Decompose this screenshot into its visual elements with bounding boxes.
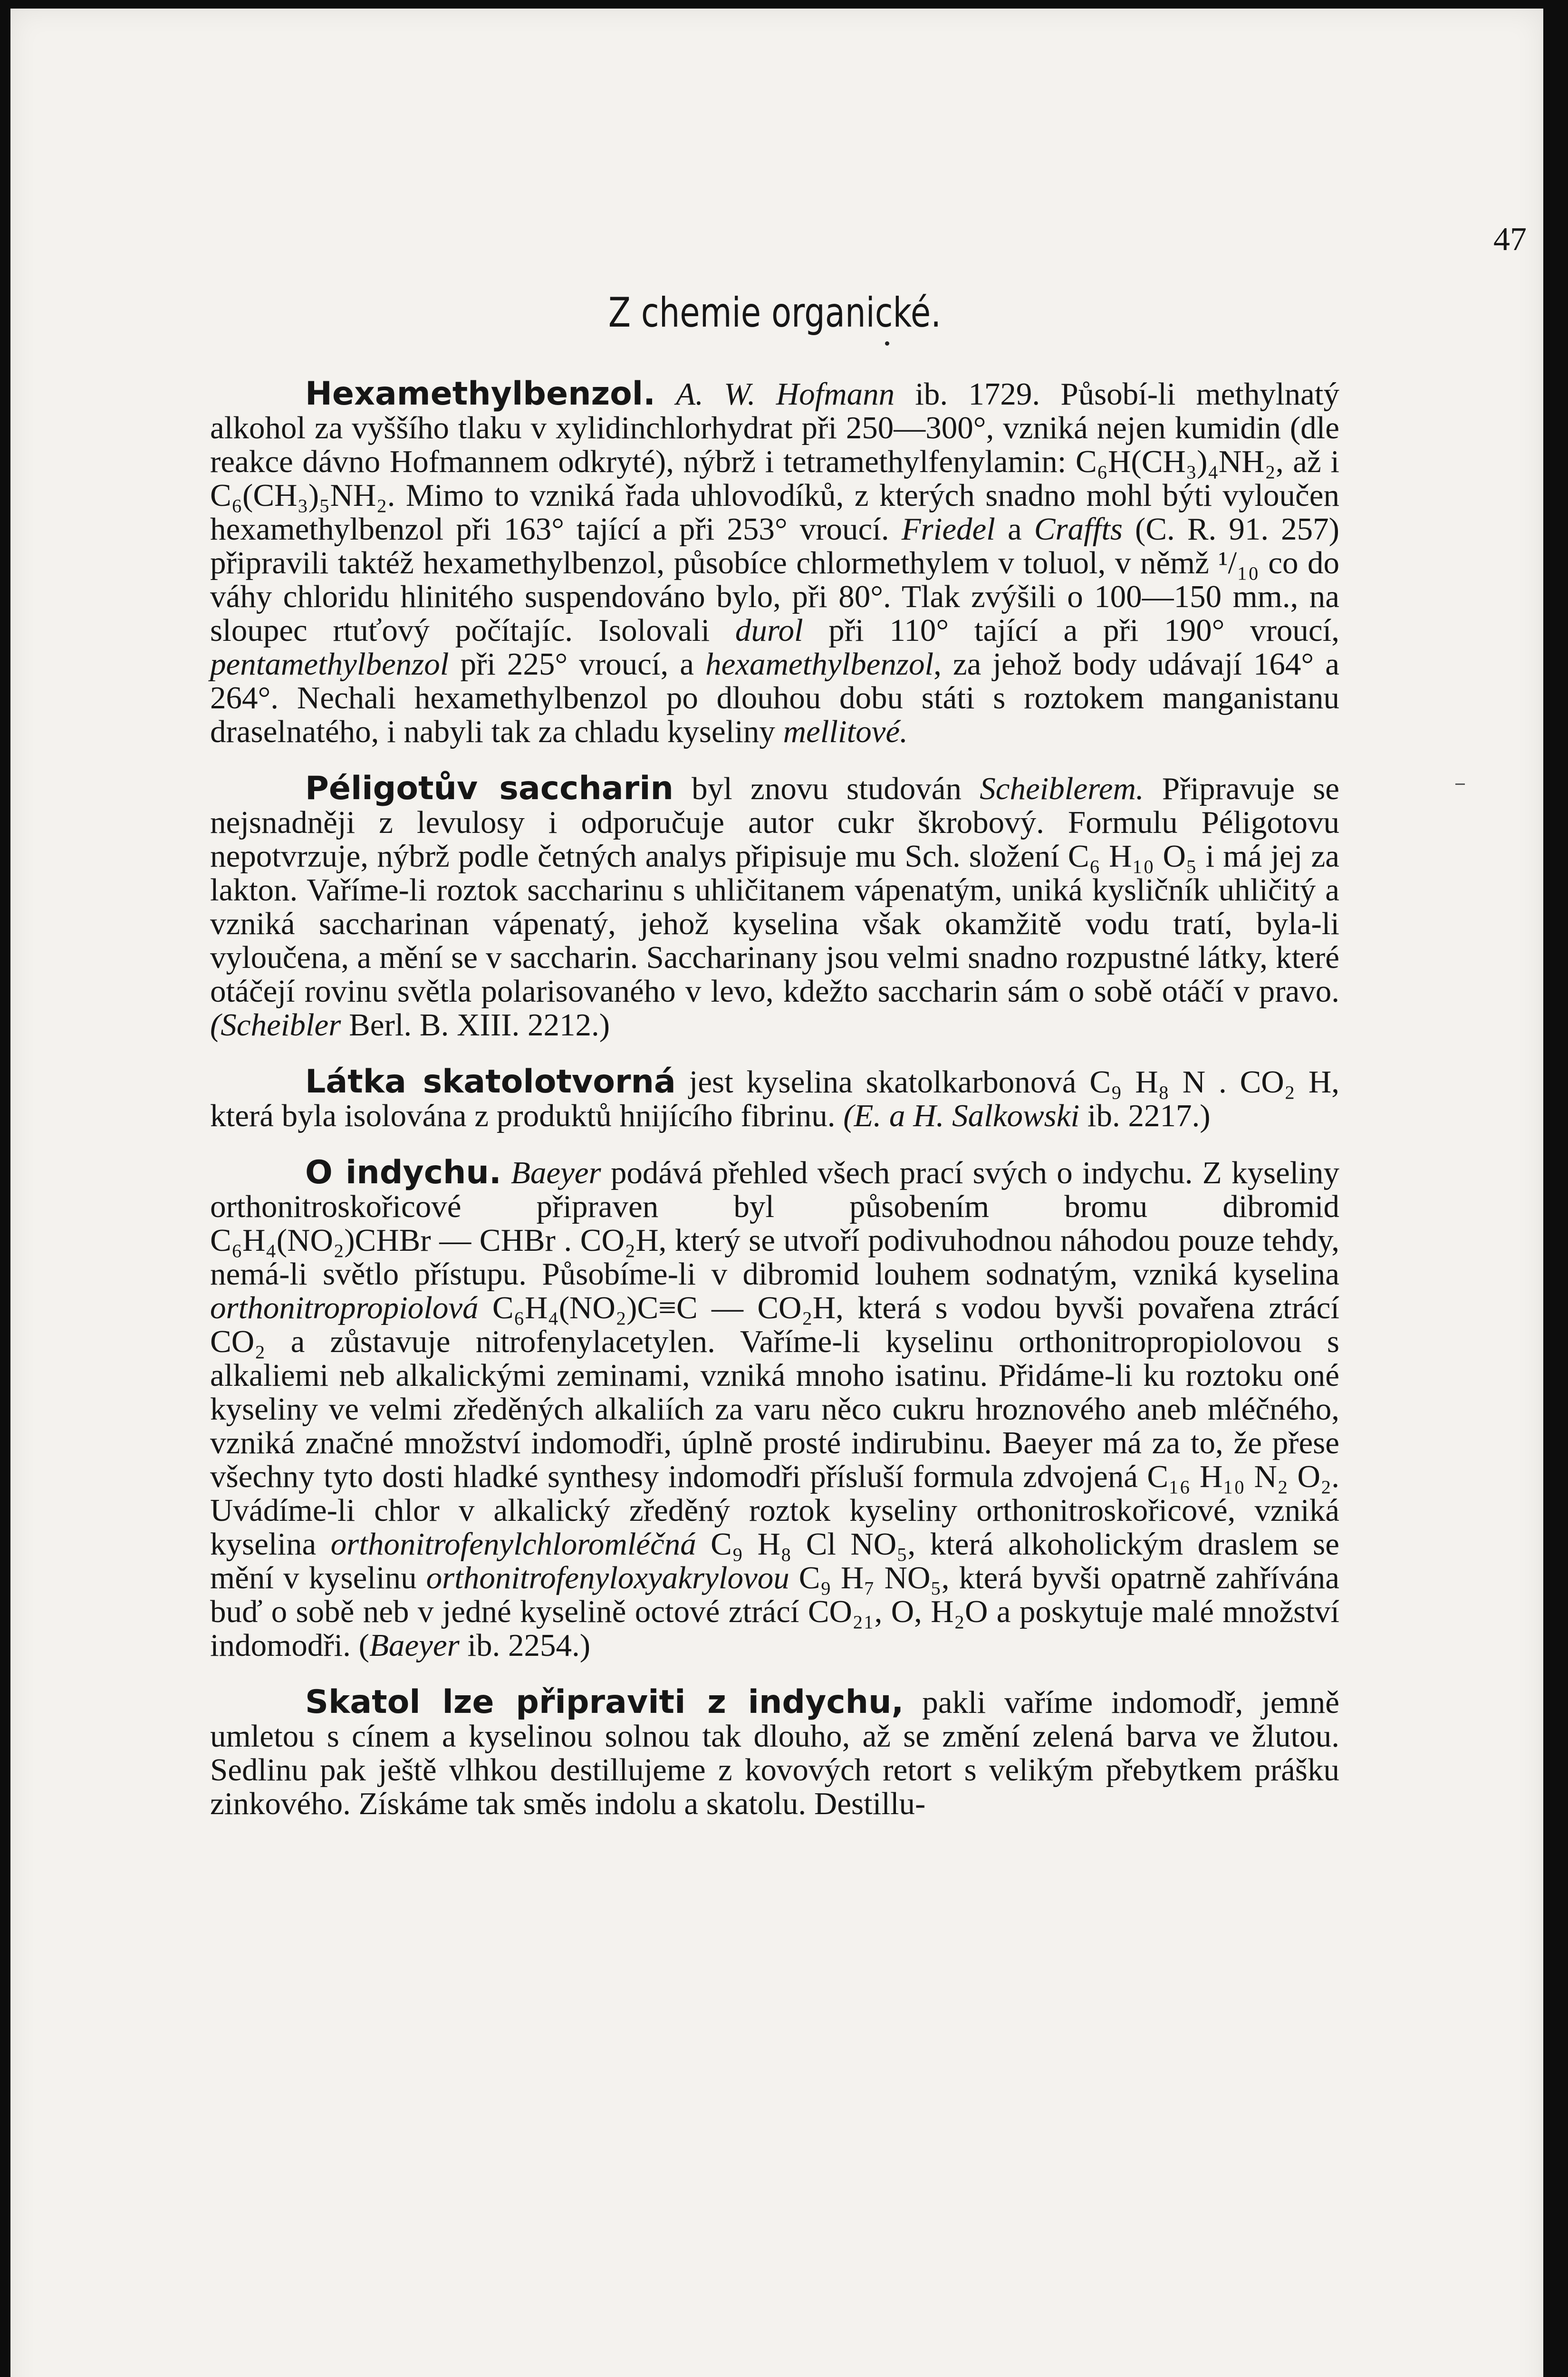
text-run: ib. 1729. Působí-li methylnatý alkohol za vyššího tlaku v xylidinchlorhydrat při 250—300°, vzniká nejen kumidin (dle reakce dávno Hofmannem odkryté), nýbrž i tetramethylfenylamin: bbox=[210, 377, 1339, 479]
article-o-indychu bbox=[210, 1156, 1339, 1662]
text-run: Berl. B. XIII. 2212.) bbox=[341, 1007, 610, 1043]
italic-phrase: Craffts bbox=[1034, 512, 1123, 547]
italic-phrase: durol bbox=[735, 613, 803, 648]
italic-phrase: (E. a H. Salkowski bbox=[843, 1098, 1080, 1133]
text-run: , která byvši opatrně zahřívána buď o sobě neb v jedné kyselině octové ztrácí CO₂₁, O, H₂O a poskytuje malé množství indomodři. ( bbox=[210, 1560, 1340, 1663]
article-lead: O indychu. bbox=[305, 1154, 501, 1191]
italic-phrase: orthonitrofenylchloromléčná bbox=[330, 1527, 696, 1562]
text-run: , až i bbox=[1275, 444, 1340, 479]
chemical-formula: C₆ H₁₀ O₅ bbox=[1068, 839, 1197, 874]
chemical-formula: C₆H₄(NO₂)CHBr — CHBr . CO₂H bbox=[210, 1223, 659, 1258]
article-hexamethylbenzol bbox=[210, 377, 1339, 749]
text-run bbox=[696, 1527, 711, 1562]
text-run: ib. 2254.) bbox=[459, 1628, 591, 1663]
paper-sheet bbox=[10, 9, 1543, 2377]
text-run: a bbox=[995, 512, 1034, 547]
chemical-formula: C₉ H₈ N . CO₂ H bbox=[1089, 1064, 1332, 1100]
italic-phrase: Friedel bbox=[901, 512, 995, 547]
text-run: Připravuje se nejsnadněji z levulosy i odporučuje autor cukr škrobový. Formulu Péligotovu nepotvrzuje, nýbrž podle četných analys připisuje mu Sch. složení bbox=[210, 771, 1340, 874]
chemical-formula: C₆H(CH₃)₄NH₂ bbox=[1075, 444, 1276, 479]
italic-phrase: A. W. Hofmann bbox=[676, 377, 895, 412]
italic-phrase: orthonitrofenyloxyakrylovou bbox=[426, 1560, 789, 1595]
article-skatol-z-indychu bbox=[210, 1685, 1339, 1821]
article-lead: Hexamethylbenzol. bbox=[305, 375, 655, 413]
text-run: , která s vodou byvši povařena ztrácí CO₂ a zůstavuje nitrofenylacetylen. Vaříme-li kyselinu orthonitropropiolovou s alkaliemi neb alkalickými zeminami, vzniká mnoho isatinu. Přidáme-li ku roztoku oné kyseliny ve velmi zředěných alkaliích za varu něco cukru hroznového aneb mléčného, vzniká značné množství indomodři, úplně prosté indirubinu. Baeyer má za to, že přese všechny tyto dosti hladké synthesy indomodři přísluší formula zdvojená bbox=[210, 1290, 1339, 1494]
chemical-formula: C₉ H₈ Cl NO₅ bbox=[711, 1527, 908, 1562]
article-list bbox=[210, 377, 1339, 1821]
italic-phrase: orthonitropropiolová bbox=[210, 1290, 479, 1325]
article-lead: Péligotův saccharin bbox=[305, 770, 673, 807]
italic-phrase: Scheiblerem. bbox=[980, 771, 1144, 806]
italic-phrase: Baeyer bbox=[369, 1628, 460, 1663]
article-lead: Látka skatolotvorná bbox=[305, 1063, 676, 1101]
text-run: podává přehled všech prací svých o indychu. Z kyseliny orthonitroskořicové připraven byl působením bromu dibromid bbox=[210, 1155, 1339, 1224]
text-run: pakli vaříme indomodř, jemně umletou s cínem a kyselinou solnou tak dlouho, až se změní zelená barva ve žlutou. Sedlinu pak ještě vlhkou destillujeme z kovových retort s velikým přebytkem prášku zinkového. Získáme tak směs indolu a skatolu. Destillu- bbox=[210, 1685, 1339, 1821]
text-run: , která alkoholickým draslem se mění v kyselinu bbox=[210, 1527, 1339, 1595]
chemical-formula: C₁₆ H₁₀ N₂ O₂ bbox=[1147, 1459, 1332, 1494]
text-run: , která byla isolována z produktů hnijícího fibrinu. bbox=[210, 1064, 1339, 1133]
chemical-formula: C₆(CH₃)₅NH₂ bbox=[210, 478, 387, 513]
text-run bbox=[655, 377, 676, 412]
text-run: jest kyselina skatolkarbonová bbox=[675, 1064, 1090, 1100]
italic-phrase: mellitové. bbox=[783, 714, 908, 749]
text-run bbox=[501, 1155, 511, 1190]
italic-phrase: pentamethylbenzol bbox=[210, 647, 449, 682]
italic-phrase: Baeyer bbox=[510, 1155, 601, 1190]
text-run: při 110° tající a při 190° vroucí, bbox=[803, 613, 1339, 648]
text-run: (C. R. 91. 257) připravili taktéž hexamethylbenzol, působíce chlormethylem v toluol, v němž ¹/₁₀ co do váhy chloridu hlinitého suspendováno bylo, při 80°. Tlak zvýšili o 100—150 mm., na sloupec rtuťový počítajíc. Isolovali bbox=[210, 512, 1339, 648]
chemical-formula: C₆H₄(NO₂)C≡C — CO₂H bbox=[492, 1290, 836, 1325]
section-title: Z chemie organické. bbox=[608, 289, 942, 337]
text-run: . Mimo to vzniká řada uhlovodíků, z kterých snadno mohl býti vyloučen hexamethylbenzol při 163° tající a při 253° vroucí. bbox=[210, 478, 1339, 547]
text-run: byl znovu studován bbox=[673, 771, 980, 806]
ink-dot bbox=[885, 341, 889, 346]
article-skatolotvorna bbox=[210, 1065, 1339, 1133]
text-run bbox=[479, 1290, 492, 1325]
chemical-formula: C₉ H₇ NO₅ bbox=[798, 1560, 942, 1595]
italic-phrase: (Scheibler bbox=[210, 1007, 341, 1043]
text-run: , za jehož body udávají 164° a 264°. Nechali hexamethylbenzol po dlouhou dobu státi s roztokem manganistanu draselnatého, i nabyli tak za chladu kyseliny bbox=[210, 647, 1339, 749]
text-run: ib. 2217.) bbox=[1079, 1098, 1211, 1133]
italic-phrase: hexamethylbenzol bbox=[705, 647, 934, 682]
text-run: , který se utvoří podivuhodnou náhodou pouze tehdy, nemá-li světlo přístupu. Působíme-li v dibromid louhem sodnatým, vzniká kyselina bbox=[210, 1223, 1339, 1292]
article-lead: Skatol lze připraviti z indychu, bbox=[305, 1683, 904, 1721]
article-peligot-saccharin bbox=[210, 772, 1339, 1042]
margin-mark bbox=[1455, 783, 1465, 785]
text-run: při 225° vroucí, a bbox=[449, 647, 706, 682]
text-run: i má jej za lakton. Vaříme-li roztok saccharinu s uhličitanem vápenatým, uniká kysličník uhličitý a vzniká saccharinan vápenatý, jehož kyselina však okamžitě vodu tratí, byla-li vyloučena, a mění se v saccharin. Saccharinany jsou velmi snadno rozpustné látky, které otáčejí rovinu světla polarisovaného v levo, kdežto saccharin sám o sobě otáčí v pravo. bbox=[210, 839, 1339, 1009]
text-run: . Uvádíme-li chlor v alkalický zředěný roztok kyseliny orthonitroskořicové, vzniká kyselina bbox=[210, 1459, 1339, 1562]
page-number: 47 bbox=[1493, 221, 1527, 258]
text-run bbox=[789, 1560, 799, 1595]
